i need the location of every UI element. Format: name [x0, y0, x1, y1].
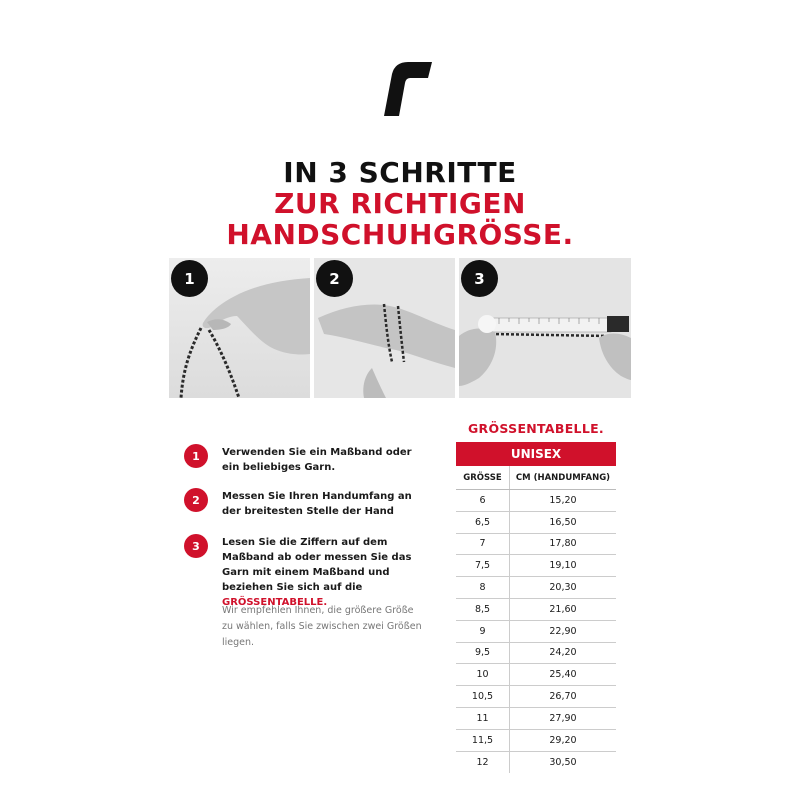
step-photo-3	[459, 258, 631, 398]
size-cell: 7,5	[456, 555, 510, 576]
table-row	[456, 599, 616, 621]
size-cell: 10	[456, 664, 510, 685]
size-cell: 8	[456, 577, 510, 598]
size-table-body	[456, 490, 616, 773]
table-row	[456, 730, 616, 752]
headline-line-3: HANDSCHUHGRÖSSE.	[226, 218, 574, 251]
table-row	[456, 621, 616, 643]
step-number-2: 2	[184, 488, 208, 512]
table-row	[456, 577, 616, 599]
circumference-cell: 21,60	[549, 603, 577, 615]
circumference-cell: 24,20	[549, 647, 577, 659]
size-table-reference: GRÖSSENTABELLE.	[222, 597, 328, 608]
size-cell: 6	[456, 490, 510, 511]
circumference-cell: 26,70	[549, 691, 577, 703]
circumference-cell: 19,10	[549, 560, 577, 572]
size-cell: 9	[456, 621, 510, 642]
size-cell: 8,5	[456, 599, 510, 620]
table-row	[456, 534, 616, 556]
table-row	[456, 752, 616, 774]
table-row	[456, 686, 616, 708]
photo-badge-1: 1	[171, 260, 208, 297]
headline-line-2: ZUR RICHTIGEN	[274, 187, 526, 220]
column-header-circumference: CM (HANDUMFANG)	[515, 472, 611, 483]
table-row	[456, 643, 616, 665]
size-cell: 10,5	[456, 686, 510, 707]
size-cell: 11,5	[456, 730, 510, 751]
headline-line-1: IN 3 SCHRITTE	[283, 156, 517, 189]
headline	[0, 157, 800, 250]
table-row	[456, 555, 616, 577]
size-cell: 12	[456, 752, 510, 774]
brand-logo-icon	[370, 60, 432, 116]
circumference-cell: 30,50	[549, 756, 577, 768]
size-table-header	[456, 466, 616, 490]
circumference-cell: 27,90	[549, 712, 577, 724]
step-text-3-main: Lesen Sie die Ziffern auf dem Maßband ab oder messen Sie das Garn mit einem Maßband und beziehen Sie sich auf die	[222, 537, 412, 593]
circumference-cell: 17,80	[549, 538, 577, 550]
circumference-cell: 22,90	[549, 625, 577, 637]
circumference-cell: 29,20	[549, 734, 577, 746]
circumference-cell: 25,40	[549, 669, 577, 681]
table-row	[456, 512, 616, 534]
step-number-3: 3	[184, 534, 208, 558]
size-cell: 7	[456, 534, 510, 555]
column-header-size: GRÖSSE	[456, 466, 510, 489]
step-text-2: Messen Sie Ihren Handumfang an der breitesten Stelle der Hand	[222, 491, 412, 517]
table-row	[456, 708, 616, 730]
circumference-cell: 20,30	[549, 582, 577, 594]
size-cell: 11	[456, 708, 510, 729]
size-table-title: GRÖSSENTABELLE.	[468, 421, 604, 436]
size-cell: 9,5	[456, 643, 510, 664]
size-table-group: UNISEX	[456, 442, 616, 466]
step-photo-1	[169, 258, 310, 398]
step-text-1: Verwenden Sie ein Maßband oder ein beliebiges Garn.	[222, 447, 412, 473]
photo-badge-3: 3	[461, 260, 498, 297]
table-row	[456, 490, 616, 512]
step-number-1: 1	[184, 444, 208, 468]
size-cell: 6,5	[456, 512, 510, 533]
step-text-3	[222, 535, 427, 610]
circumference-cell: 15,20	[549, 494, 577, 506]
size-table	[456, 442, 616, 773]
recommendation-note: Wir empfehlen Ihnen, die größere Größe zu wählen, falls Sie zwischen zwei Größen liegen.	[222, 605, 422, 648]
table-row	[456, 664, 616, 686]
photo-badge-2: 2	[316, 260, 353, 297]
circumference-cell: 16,50	[549, 516, 577, 528]
step-photo-2	[314, 258, 455, 398]
